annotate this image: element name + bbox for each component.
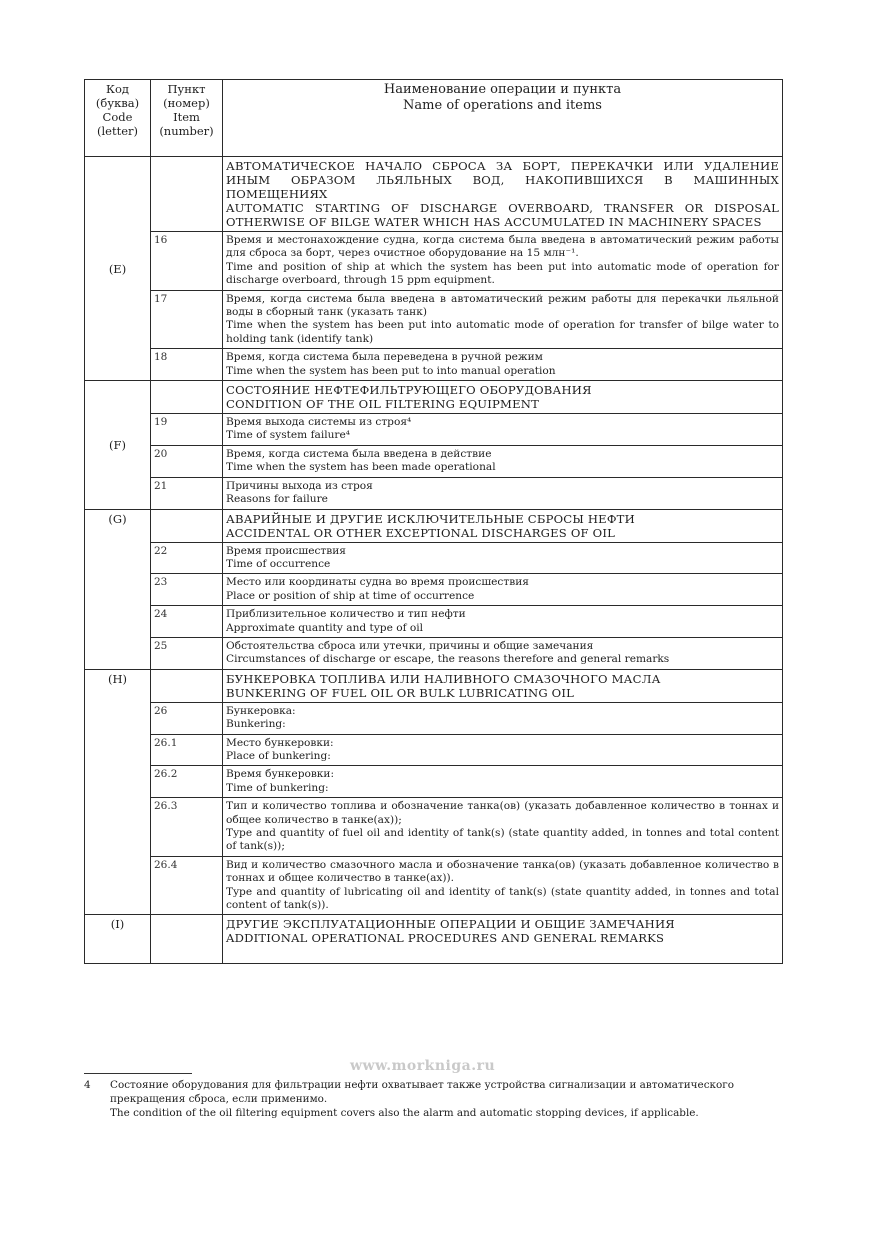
item-number: 19 [151,414,223,446]
section-num-cell [151,157,223,232]
item-text-en: Approximate quantity and type of oil [226,621,424,634]
item-text-ru: Время, когда система была переведена в ручной режим [226,351,543,364]
item-text [223,766,783,798]
section-row [85,509,783,542]
item-row [85,734,783,766]
item-text-ru: Время и местонахождение судна, когда система была введена в автоматический режим работы для сброса за борт, через очистное оборудование на 15 млн⁻¹. [226,234,779,260]
section-code: (E) [85,157,151,381]
item-number: 24 [151,606,223,638]
header-item-ru: Пункт (номер) [163,82,210,110]
section-title-en: BUNKERING OF FUEL OIL OR BULK LUBRICATING OIL [226,685,575,700]
item-row [85,477,783,509]
section-title-ru: АВАРИЙНЫЕ И ДРУГИЕ ИСКЛЮЧИТЕЛЬНЫЕ СБРОСЫ НЕФТИ [226,511,635,526]
footnote-number: 4 [84,1079,91,1091]
watermark: www.morkniga.ru [350,1058,496,1074]
item-text [223,477,783,509]
section-num-cell [151,509,223,542]
item-number: 26.2 [151,766,223,798]
item-number: 22 [151,542,223,574]
item-text [223,445,783,477]
header-name-en: Name of operations and items [403,98,602,113]
item-text-en: Type and quantity of fuel oil and identity of tank(s) (state quantity added, in tonnes and total content of tank(s)); [226,827,779,853]
item-text [223,702,783,734]
section-title [223,157,783,232]
item-row [85,349,783,381]
item-number: 21 [151,477,223,509]
item-text-en: Circumstances of discharge or escape, the reasons therefore and general remarks [226,653,670,666]
item-number: 26 [151,702,223,734]
item-text [223,798,783,857]
section-title [223,509,783,542]
item-text-ru: Тип и количество топлива и обозначение танка(ов) (указать добавленное количество в тоннах и общее количество в танке(ах)); [226,800,779,826]
item-number: 26.3 [151,798,223,857]
header-code-en: Code (letter) [96,110,138,138]
section-title-en: AUTOMATIC STARTING OF DISCHARGE OVERBOARD, TRANSFER OR DISPOSAL OTHERWISE OF BILGE WATER WHICH HAS ACCUMULATED IN MACHINERY SPACES [226,201,779,229]
item-text-en: Time when the system has been put into automatic mode of operation for transfer of bilge water to holding tank (identify tank) [226,319,779,345]
section-title [223,915,783,964]
item-text [223,606,783,638]
item-text [223,856,783,915]
section-row [85,157,783,232]
section-num-cell [151,381,223,414]
header-code-ru: Код (буква) [95,82,140,110]
item-text-ru: Время бункеровки: [226,768,335,781]
item-row [85,856,783,915]
section-title-en: ADDITIONAL OPERATIONAL PROCEDURES AND GENERAL REMARKS [226,931,665,946]
footnote-divider [84,1073,192,1074]
item-text-en: Time of bunkering: [226,781,329,794]
item-row [85,290,783,349]
item-text-ru: Время выхода системы из строя⁴ [226,416,412,429]
section-row [85,381,783,414]
header-item-en: Item (number) [159,110,214,138]
section-row [85,669,783,702]
item-text-ru: Приблизительное количество и тип нефти [226,608,466,621]
section-title-en: ACCIDENTAL OR OTHER EXCEPTIONAL DISCHARGES OF OIL [226,525,616,540]
item-row [85,414,783,446]
header-name-ru: Наименование операции и пункта [383,82,622,97]
item-number: 25 [151,637,223,669]
section-title-ru: ДРУГИЕ ЭКСПЛУАТАЦИОННЫЕ ОПЕРАЦИИ И ОБЩИЕ ЗАМЕЧАНИЯ [226,917,675,932]
section-title-ru: БУНКЕРОВКА ТОПЛИВА ИЛИ НАЛИВНОГО СМАЗОЧНОГО МАСЛА [226,671,661,686]
item-text-en: Place of bunkering: [226,749,331,762]
section-title [223,381,783,414]
section-code: (I) [85,915,151,964]
item-text-ru: Бункеровка: [226,704,296,717]
item-number: 16 [151,232,223,291]
section-code: (G) [85,509,151,669]
header-row [85,80,783,157]
item-text-ru: Обстоятельства сброса или утечки, причины и общие замечания [226,639,594,652]
section-code: (F) [85,381,151,509]
section-title-en: CONDITION OF THE OIL FILTERING EQUIPMENT [226,397,540,412]
item-row [85,606,783,638]
item-number: 26.1 [151,734,223,766]
section-title-ru: АВТОМАТИЧЕСКОЕ НАЧАЛО СБРОСА ЗА БОРТ, ПЕРЕКАЧКИ ИЛИ УДАЛЕНИЕ ИНЫМ ОБРАЗОМ ЛЬЯЛЬНЫХ ВОД, НАКОПИВШИХСЯ В МАШИННЫХ ПОМЕЩЕНИЯХ [226,159,779,201]
item-row [85,637,783,669]
item-text-en: Bunkering: [226,718,286,731]
section-title-ru: СОСТОЯНИЕ НЕФТЕФИЛЬТРУЮЩЕГО ОБОРУДОВАНИЯ [226,383,592,398]
item-text [223,734,783,766]
item-text-en: Reasons for failure [226,493,328,506]
section-row [85,915,783,964]
header-item [151,80,223,157]
item-text-en: Type and quantity of lubricating oil and identity of tank(s) (state quantity added, in tonnes and total content of tank(s)). [226,885,779,912]
item-number: 20 [151,445,223,477]
operations-table [84,79,783,964]
section-code: (H) [85,669,151,915]
section-num-cell [151,669,223,702]
item-text-ru: Место бункеровки: [226,736,334,749]
item-text [223,414,783,446]
item-text-ru: Время, когда система была введена в действие [226,447,492,460]
item-text-en: Time when the system has been made operational [226,461,496,474]
item-row [85,232,783,291]
item-text-ru: Вид и количество смазочного масла и обозначение танка(ов) (указать добавленное количество в тоннах и общее количество в танке(ах)). [226,858,779,885]
item-number: 17 [151,290,223,349]
item-row [85,766,783,798]
section-title [223,669,783,702]
item-row [85,702,783,734]
item-text-ru: Место или координаты судна во время происшествия [226,576,529,589]
item-row [85,542,783,574]
item-text-ru: Причины выхода из строя [226,479,373,492]
item-text [223,349,783,381]
item-number: 26.4 [151,856,223,915]
item-text [223,574,783,606]
item-text-en: Time of system failure⁴ [226,429,351,442]
item-text-en: Time and position of ship at which the system has been put into automatic mode of operation for discharge overboard, through 15 ppm equipment. [226,260,779,287]
item-text-en: Time when the system has been put to into manual operation [226,364,556,377]
footnote-text-ru: Состояние оборудования для фильтрации нефти охватывает также устройства сигнализации и автоматического прекращения сброса, если применимо. [110,1079,734,1105]
header-code [85,80,151,157]
item-number: 23 [151,574,223,606]
item-text-en: Place or position of ship at time of occurrence [226,589,475,602]
item-row [85,798,783,857]
item-row [85,574,783,606]
item-text [223,542,783,574]
item-text [223,290,783,349]
item-text [223,232,783,291]
item-row [85,445,783,477]
item-text-en: Time of occurrence [226,557,331,570]
item-text-ru: Время, когда система была введена в автоматический режим работы для перекачки льяльной воды в сборный танк (указать танк) [226,292,779,319]
item-number: 18 [151,349,223,381]
section-num-cell [151,915,223,964]
item-text-ru: Время происшествия [226,544,346,557]
header-name [223,80,783,157]
footnote [84,1078,784,1120]
item-text [223,637,783,669]
footnote-text-en: The condition of the oil filtering equipment covers also the alarm and automatic stopping devices, if applicable. [110,1107,699,1119]
